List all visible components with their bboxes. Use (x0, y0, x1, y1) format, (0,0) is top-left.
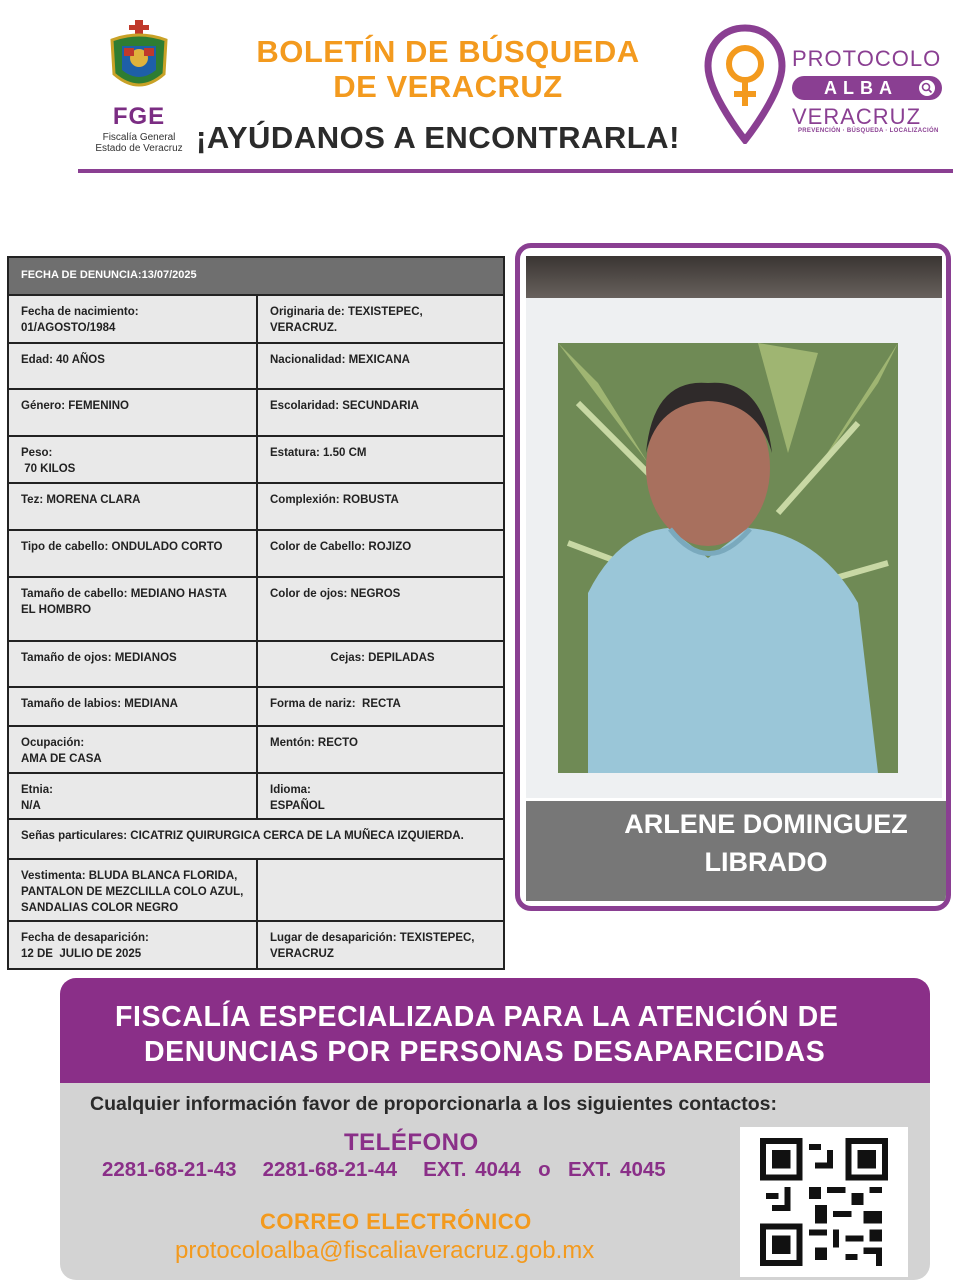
fge-name-line2: Estado de Veracruz (95, 143, 183, 154)
table-row (9, 484, 503, 531)
photo-frame (515, 243, 951, 911)
cell-line: Color de Cabello: ROJIZO (270, 541, 412, 553)
table-cell (256, 860, 503, 920)
cell-line: 12 DE JULIO DE 2025 (21, 948, 142, 960)
cell-line: Etnia: (21, 784, 53, 796)
table-row (9, 727, 503, 774)
table-cell (256, 484, 503, 529)
table-row (9, 688, 503, 727)
cell-line: Señas particulares: CICATRIZ QUIRURGICA CERCA DE LA MUÑECA IZQUIERDA. (21, 830, 464, 842)
cell-line: Vestimenta: BLUDA BLANCA FLORIDA, (21, 870, 238, 882)
alba-word-veracruz: VERACRUZ (792, 104, 922, 129)
table-row (9, 296, 503, 344)
cell-line: Peso: (21, 447, 53, 459)
table-cell (256, 774, 503, 818)
table-cell (9, 688, 256, 725)
table-cell (256, 922, 503, 968)
protocolo-alba-logo (700, 24, 950, 146)
table-cell (9, 437, 256, 482)
table-row (9, 774, 503, 820)
table-row (9, 344, 503, 390)
bulletin-title (218, 34, 678, 104)
cell-line: Lugar de desaparición: TEXISTEPEC, (270, 932, 475, 944)
cell-line: Tamaño de cabello: MEDIANO HASTA (21, 588, 227, 600)
fge-acronym: FGE (112, 103, 166, 130)
cell-line: Idioma: (270, 784, 311, 796)
cell-line: Fecha de desaparición: (21, 932, 149, 944)
banner-line1: FISCALÍA ESPECIALIZADA PARA LA ATENCIÓN DE (115, 1001, 839, 1033)
alba-word-protocolo: PROTOCOLO (792, 46, 942, 71)
cell-line: Tez: MORENA CLARA (21, 494, 141, 506)
cell-line: ESPAÑOL (270, 800, 325, 812)
cell-line: Tamaño de ojos: MEDIANOS (21, 652, 177, 664)
cell-line: Género: FEMENINO (21, 400, 129, 412)
photo-background-top (526, 256, 942, 304)
table-cell (256, 531, 503, 576)
missing-person-photo (558, 343, 898, 773)
table-cell (256, 727, 503, 772)
cell-line: Nacionalidad: MEXICANA (270, 354, 410, 366)
cell-line: Estatura: 1.50 CM (270, 447, 367, 459)
table-cell (9, 727, 256, 772)
table-cell (256, 437, 503, 482)
table-cell (9, 774, 256, 818)
veracruz-seal-icon (104, 18, 174, 98)
cell-line: AMA DE CASA (21, 753, 102, 765)
contact-panel (60, 1083, 930, 1280)
table-row (9, 578, 503, 642)
table-row (9, 390, 503, 437)
table-cell (9, 860, 256, 920)
cell-line: Fecha de nacimiento: (21, 306, 139, 318)
table-cell (256, 390, 503, 435)
cell-line: Originaria de: TEXISTEPEC, (270, 306, 423, 318)
table-row (9, 922, 503, 968)
banner-line2: DENUNCIAS POR PERSONAS DESAPARECIDAS (144, 1036, 826, 1068)
table-cell (9, 344, 256, 388)
table-row (9, 860, 503, 922)
table-row (9, 531, 503, 578)
cell-line: VERACRUZ. (270, 322, 338, 334)
cell-line: 70 KILOS (21, 463, 76, 475)
table-cell (9, 642, 256, 686)
bulletin-title-line2: DE VERACRUZ (333, 69, 563, 104)
email-address[interactable]: protocoloalba@fiscaliaveracruz.gob.mx (175, 1237, 595, 1264)
table-cell (256, 688, 503, 725)
table-cell (9, 531, 256, 576)
phone-label: TELÉFONO (344, 1129, 479, 1156)
cell-line: Edad: 40 AÑOS (21, 354, 105, 366)
person-details-table (7, 256, 505, 970)
table-cell (256, 642, 503, 686)
table-cell (256, 344, 503, 388)
cell-line: Escolaridad: SECUNDARIA (270, 400, 419, 412)
cell-line: SANDALIAS COLOR NEGRO (21, 902, 179, 914)
cell-line: Cejas: DEPILADAS (330, 652, 435, 664)
table-cell (9, 922, 256, 968)
person-name-line1: ARLENE DOMINGUEZ (624, 809, 908, 839)
person-name (526, 801, 946, 901)
cell-line: PANTALON DE MEZCLILLA COLO AZUL, (21, 886, 244, 898)
email-label: CORREO ELECTRÓNICO (260, 1209, 532, 1234)
alba-subtitle: PREVENCIÓN · BÚSQUEDA · LOCALIZACIÓN (798, 128, 939, 134)
table-cell (9, 296, 256, 342)
cell-line: Color de ojos: NEGROS (270, 588, 401, 600)
cell-line: Tamaño de labios: MEDIANA (21, 698, 178, 710)
complaint-date: FECHA DE DENUNCIA:13/07/2025 (9, 258, 503, 296)
cell-line: Complexión: ROBUSTA (270, 494, 399, 506)
details-rows (9, 296, 503, 968)
table-row (9, 820, 503, 860)
fge-logo (84, 18, 194, 158)
contact-intro: Cualquier información favor de proporcionarla a los siguientes contactos: (90, 1093, 777, 1115)
table-row (9, 642, 503, 688)
cell-line: N/A (21, 800, 41, 812)
table-cell (9, 578, 256, 640)
cell-line: 01/AGOSTO/1984 (21, 322, 116, 334)
table-cell (9, 484, 256, 529)
cell-line: Forma de nariz: RECTA (270, 698, 401, 710)
cell-line: Tipo de cabello: ONDULADO CORTO (21, 541, 223, 553)
header (0, 0, 953, 180)
search-icon (918, 79, 936, 97)
location-pin-female-icon (704, 24, 786, 144)
tagline: ¡AYÚDANOS A ENCONTRARLA! (196, 120, 680, 155)
qr-code-icon (760, 1135, 888, 1269)
qr-code[interactable] (740, 1127, 908, 1277)
fge-name-line1: Fiscalía General (102, 132, 176, 143)
fiscalia-banner (60, 978, 930, 1083)
table-cell (256, 578, 503, 640)
alba-word-alba-text: ALBA (824, 78, 898, 98)
table-cell (9, 390, 256, 435)
table-row (9, 437, 503, 484)
alba-word-alba (792, 76, 942, 100)
table-cell (9, 820, 503, 858)
person-name-line2: LIBRADO (704, 847, 828, 877)
cell-line: Mentón: RECTO (270, 737, 358, 749)
cell-line: VERACRUZ (270, 948, 334, 960)
header-divider (78, 169, 953, 173)
bulletin-title-line1: BOLETÍN DE BÚSQUEDA (256, 34, 640, 69)
cell-line: Ocupación: (21, 737, 85, 749)
cell-line: EL HOMBRO (21, 604, 92, 616)
table-cell (256, 296, 503, 342)
phone-numbers: 2281-68-21-43 2281-68-21-44 EXT. 4044 o EXT. 4045 (102, 1158, 666, 1181)
